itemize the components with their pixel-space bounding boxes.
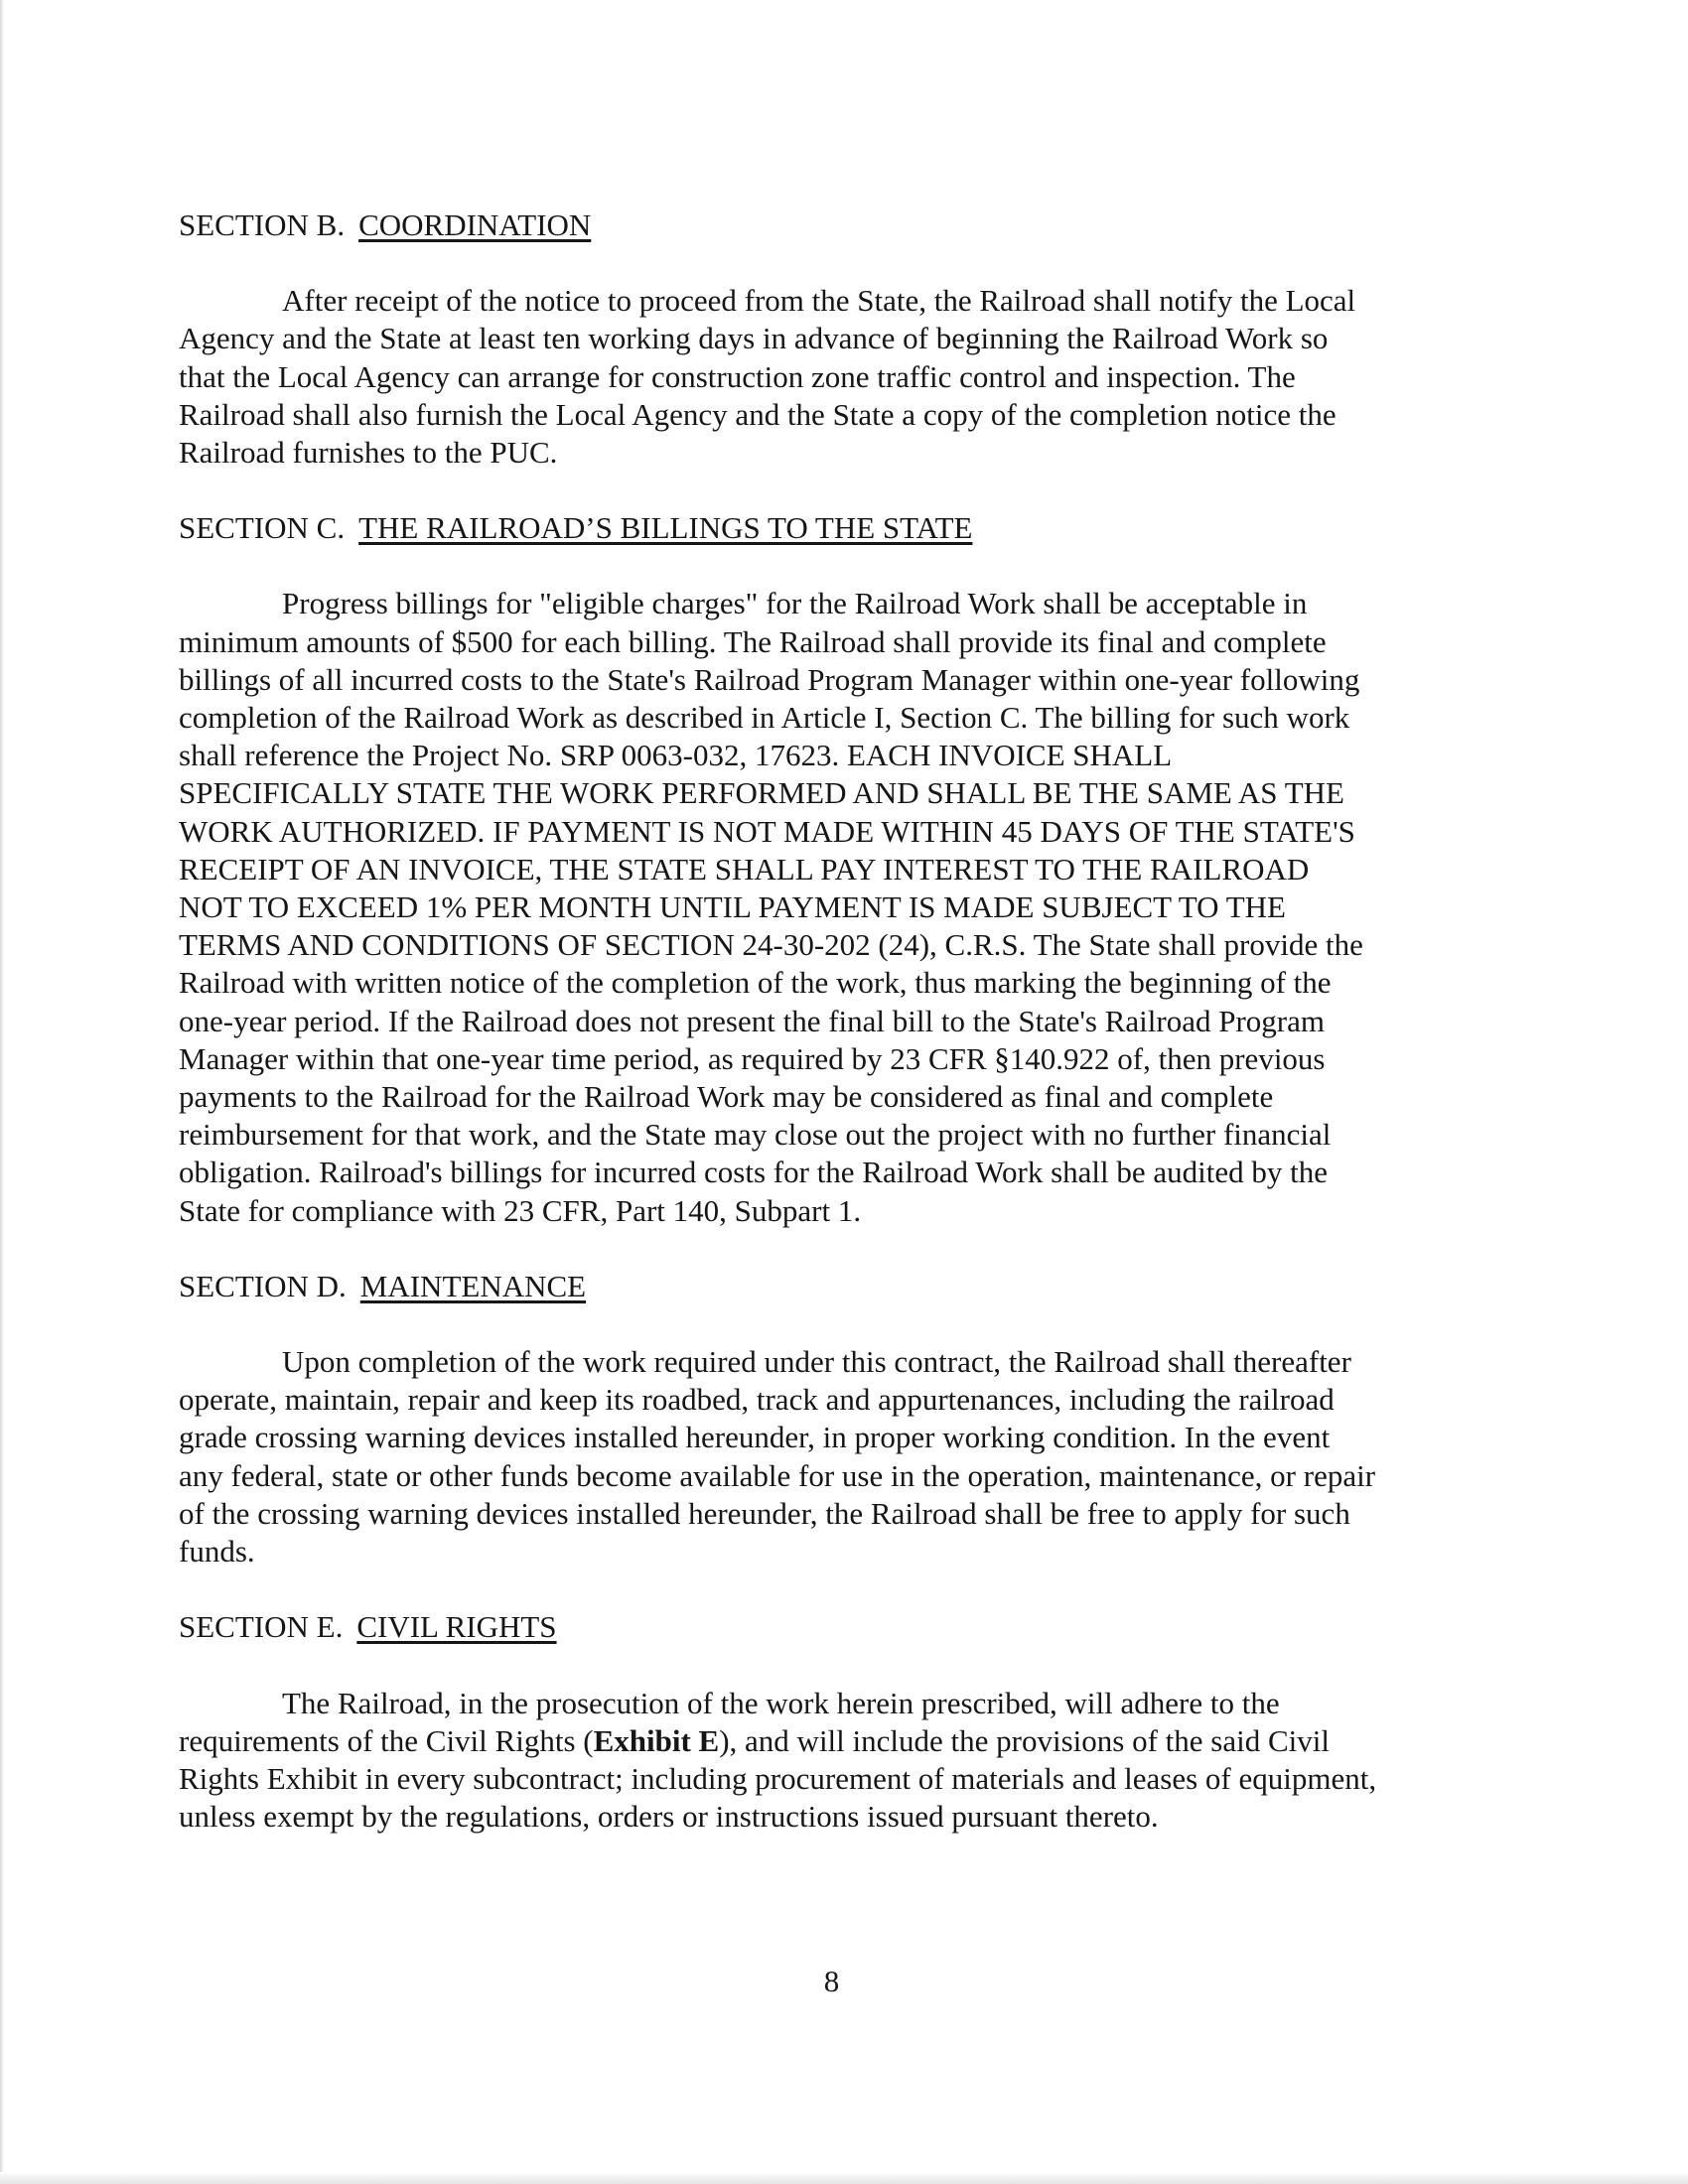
section-label: SECTION D. xyxy=(179,1268,347,1303)
section-paragraph xyxy=(179,585,1509,1229)
paragraph-line: Manager within that one-year time period, as required by 23 CFR §140.922 of, then previous xyxy=(179,1040,1326,1076)
section-title: COORDINATION xyxy=(358,207,592,242)
section-heading xyxy=(179,206,1509,244)
paragraph-line: Railroad with written notice of the completion of the work, thus marking the beginning of the xyxy=(179,965,1332,1001)
section-e-civil-rights xyxy=(179,1608,1509,1836)
paragraph-line: one-year period. If the Railroad does not present the final bill to the State's Railroad Program xyxy=(179,1003,1325,1038)
paragraph-line: Railroad shall also furnish the Local Agency and the State a copy of the completion notice the xyxy=(179,396,1336,432)
section-heading xyxy=(179,1608,1509,1646)
paragraph-line: obligation. Railroad's billings for incurred costs for the Railroad Work shall be audited by the xyxy=(179,1155,1329,1190)
paragraph-line: minimum amounts of $500 for each billing. The Railroad shall provide its final and complete xyxy=(179,623,1327,659)
exhibit-reference: Exhibit E xyxy=(593,1722,720,1758)
paragraph-line: of the crossing warning devices installed hereunder, the Railroad shall be free to apply for such xyxy=(179,1495,1350,1531)
paragraph-line: Agency and the State at least ten working days in advance of beginning the Railroad Work so xyxy=(179,321,1329,356)
paragraph-line: reimbursement for that work, and the State may close out the project with no further financial xyxy=(179,1117,1332,1153)
section-paragraph xyxy=(179,1343,1509,1570)
paragraph-line: funds. xyxy=(179,1534,255,1570)
paragraph-line: SPECIFICALLY STATE THE WORK PERFORMED AND SHALL BE THE SAME AS THE xyxy=(179,775,1344,811)
paragraph-line xyxy=(179,1722,1509,1760)
paragraph-text: requirements of the Civil Rights ( xyxy=(179,1722,594,1758)
section-b-coordination xyxy=(179,206,1509,472)
paragraph-line: Upon completion of the work required under this contract, the Railroad shall thereafter xyxy=(282,1344,1351,1380)
section-d-maintenance xyxy=(179,1268,1509,1570)
paragraph-line: State for compliance with 23 CFR, Part 140, Subpart 1. xyxy=(179,1192,862,1228)
section-c-billings xyxy=(179,509,1509,1230)
paragraph-line: any federal, state or other funds become available for use in the operation, maintenance, or repair xyxy=(179,1457,1376,1493)
paragraph-line: shall reference the Project No. SRP 0063-032, 17623. EACH INVOICE SHALL xyxy=(179,738,1173,773)
paragraph-line: The Railroad, in the prosecution of the work herein prescribed, will adhere to the xyxy=(282,1685,1280,1720)
section-heading xyxy=(179,509,1509,547)
section-paragraph xyxy=(179,1685,1509,1837)
paragraph-line: Railroad furnishes to the PUC. xyxy=(179,435,558,471)
section-title: CIVIL RIGHTS xyxy=(356,1609,557,1645)
section-label: SECTION C. xyxy=(179,510,346,546)
paragraph-line: WORK AUTHORIZED. IF PAYMENT IS NOT MADE WITHIN 45 DAYS OF THE STATE'S xyxy=(179,813,1355,849)
section-paragraph xyxy=(179,282,1509,472)
paragraph-line: that the Local Agency can arrange for construction zone traffic control and inspection. The xyxy=(179,358,1296,394)
section-title: MAINTENANCE xyxy=(359,1268,587,1303)
paragraph-line: operate, maintain, repair and keep its roadbed, track and appurtenances, including the railroad xyxy=(179,1382,1335,1418)
section-label: SECTION E. xyxy=(179,1609,344,1645)
paragraph-line: Progress billings for "eligible charges" for the Railroad Work shall be acceptable in xyxy=(282,586,1308,621)
scan-edge-left xyxy=(0,0,4,2184)
paragraph-line: RECEIPT OF AN INVOICE, THE STATE SHALL PAY INTEREST TO THE RAILROAD xyxy=(179,851,1310,887)
paragraph-line: Rights Exhibit in every subcontract; including procurement of materials and leases of equipment, xyxy=(179,1760,1377,1796)
page-number: 8 xyxy=(823,1964,840,1998)
paragraph-line: payments to the Railroad for the Railroad Work may be considered as final and complete xyxy=(179,1079,1274,1115)
paragraph-line: unless exempt by the regulations, orders or instructions issued pursuant thereto. xyxy=(179,1799,1159,1835)
paragraph-line: completion of the Railroad Work as described in Article I, Section C. The billing for such work xyxy=(179,700,1350,736)
section-label: SECTION B. xyxy=(179,207,346,242)
section-heading xyxy=(179,1268,1509,1305)
section-title: THE RAILROAD’S BILLINGS TO THE STATE xyxy=(358,510,973,546)
paragraph-line: TERMS AND CONDITIONS OF SECTION 24-30-202 (24), C.R.S. The State shall provide the xyxy=(179,927,1363,963)
paragraph-text: ), and will include the provisions of the said Civil xyxy=(719,1722,1330,1758)
scan-edge-bottom xyxy=(0,2172,1688,2184)
paragraph-line: NOT TO EXCEED 1% PER MONTH UNTIL PAYMENT IS MADE SUBJECT TO THE xyxy=(179,889,1286,925)
paragraph-line: grade crossing warning devices installed hereunder, in proper working condition. In the event xyxy=(179,1420,1331,1455)
paragraph-line: After receipt of the notice to proceed from the State, the Railroad shall notify the Local xyxy=(282,283,1356,319)
document-body xyxy=(179,206,1509,1873)
paragraph-line: billings of all incurred costs to the State's Railroad Program Manager within one-year following xyxy=(179,661,1360,697)
